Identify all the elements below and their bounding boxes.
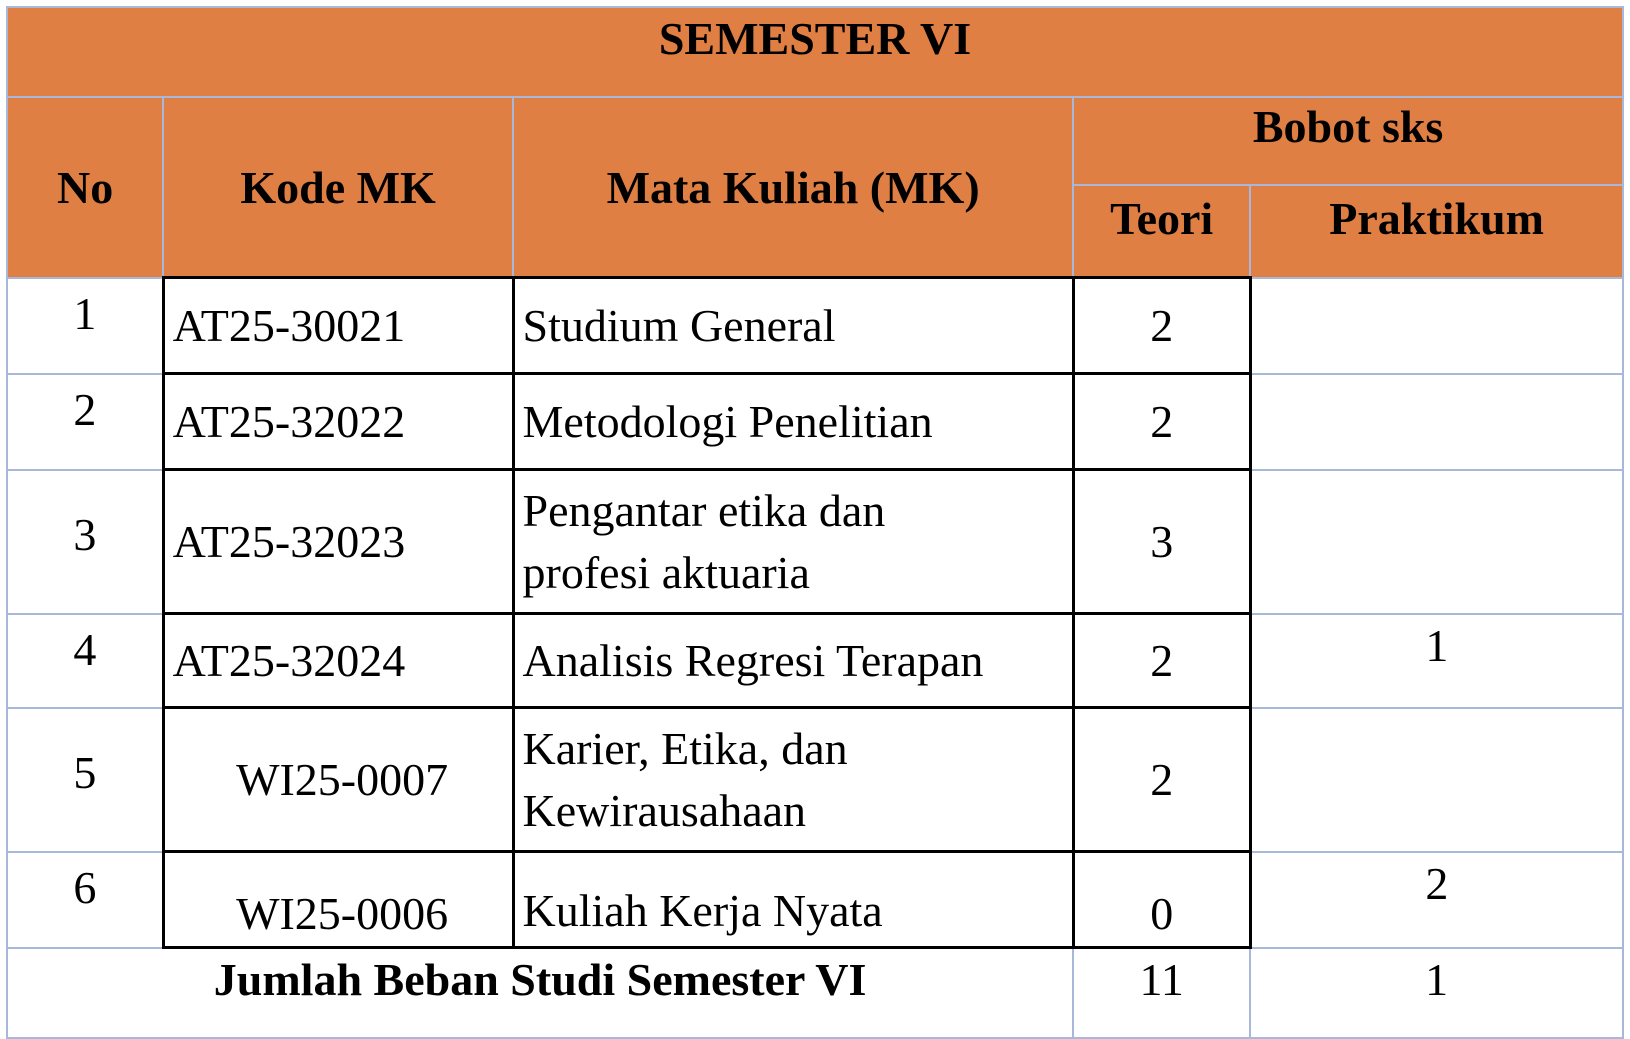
cell-no: 1 [7, 278, 163, 374]
cell-teori: 2 [1073, 708, 1250, 852]
cell-mata-kuliah [513, 470, 1073, 614]
cell-mata-kuliah [513, 278, 1073, 374]
cell-kode-mk: AT25-32023 [163, 470, 513, 614]
cell-praktikum: 2 [1250, 852, 1623, 948]
header-kode-mk: Kode MK [163, 97, 513, 278]
cell-no: 4 [7, 614, 163, 708]
cell-praktikum [1250, 470, 1623, 614]
header-mata-kuliah: Mata Kuliah (MK) [513, 97, 1073, 278]
mata-kuliah-text: Studium General [522, 299, 836, 351]
semester-table-container [6, 6, 1624, 1039]
total-teori: 11 [1073, 948, 1250, 1039]
mata-kuliah-text: Metodologi Penelitian [522, 395, 933, 447]
table-row [7, 374, 1623, 470]
cell-mata-kuliah [513, 374, 1073, 470]
table-row [7, 614, 1623, 708]
header-teori: Teori [1073, 185, 1250, 278]
cell-praktikum: 1 [1250, 614, 1623, 708]
cell-kode-mk: AT25-32022 [163, 374, 513, 470]
cell-teori: 2 [1073, 614, 1250, 708]
cell-praktikum [1250, 708, 1623, 852]
cell-mata-kuliah [513, 708, 1073, 852]
total-praktikum: 1 [1250, 948, 1623, 1039]
cell-mata-kuliah [513, 614, 1073, 708]
header-bobot-sks: Bobot sks [1073, 97, 1623, 185]
cell-praktikum [1250, 374, 1623, 470]
table-row [7, 708, 1623, 852]
header-row-1 [7, 97, 1623, 185]
cell-mata-kuliah [513, 852, 1073, 948]
cell-teori: 2 [1073, 374, 1250, 470]
table-row [7, 278, 1623, 374]
mata-kuliah-text: Analisis Regresi Terapan [522, 634, 984, 686]
cell-no: 2 [7, 374, 163, 470]
cell-kode-mk: AT25-30021 [163, 278, 513, 374]
mata-kuliah-text: Kuliah Kerja Nyata [522, 885, 883, 936]
header-praktikum: Praktikum [1250, 185, 1623, 278]
table-row [7, 470, 1623, 614]
cell-teori: 3 [1073, 470, 1250, 614]
table-title: SEMESTER VI [7, 7, 1623, 97]
cell-no: 6 [7, 852, 163, 948]
mata-kuliah-text: Pengantar etika dan profesi aktuaria [522, 484, 886, 598]
total-row [7, 948, 1623, 1039]
cell-kode-mk: AT25-32024 [163, 614, 513, 708]
header-no: No [7, 97, 163, 278]
title-row [7, 7, 1623, 97]
cell-kode-mk: WI25-0006 [163, 852, 513, 948]
cell-kode-mk: WI25-0007 [163, 708, 513, 852]
total-label: Jumlah Beban Studi Semester VI [7, 948, 1073, 1039]
semester-vi-table [6, 6, 1624, 1039]
cell-teori: 2 [1073, 278, 1250, 374]
mata-kuliah-text: Karier, Etika, dan Kewirausahaan [522, 722, 848, 836]
cell-teori: 0 [1073, 852, 1250, 948]
cell-no: 3 [7, 470, 163, 614]
table-row [7, 852, 1623, 948]
cell-praktikum [1250, 278, 1623, 374]
cell-no: 5 [7, 708, 163, 852]
